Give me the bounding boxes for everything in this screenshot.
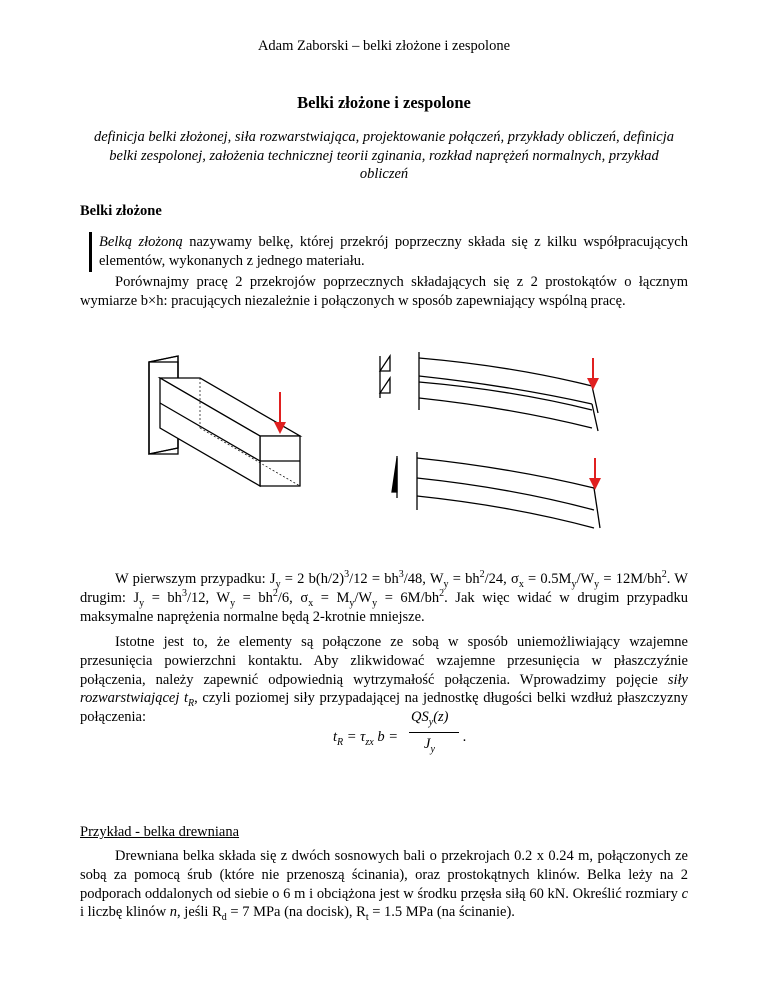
beam-figure xyxy=(112,328,646,548)
definition-text: nazywamy belkę, której przekrój poprzeczny składa się z kilku współpracujących elementów, wykonanych z jednego materiału. xyxy=(99,234,688,269)
comparison-paragraph: Porównajmy pracę 2 przekrojów poprzecznych składających się z 2 prostokątów o łącznym wymiarze b×h: pracujących niezależnie i połączonych w sposób zapewniający wspólną pracę. xyxy=(80,274,688,309)
example-title: Przykład - belka drewniana xyxy=(80,824,240,840)
term-belka-zlozona: Belką złożoną xyxy=(99,234,183,250)
definition-paragraph xyxy=(99,233,688,271)
joined-beam-drawing xyxy=(392,452,600,528)
independent-beams-drawing xyxy=(380,352,598,431)
load-arrow-bottom xyxy=(589,458,601,490)
box-beam-drawing xyxy=(149,356,300,486)
margin-bar xyxy=(89,232,92,272)
section-title: Belki złożone xyxy=(80,203,162,219)
subtitle: definicja belki złożonej, siła rozwarstwiająca, projektowanie połączeń, przykłady obliczeń, definicja belki zespolonej, założenia technicznej teorii zginania, rozkład naprężeń normalnych, przykład obliczeń xyxy=(93,129,675,182)
shear-force-paragraph: Istotne jest to, że elementy są połączone ze sobą w sposób uniemożliwiający wzajemne przesunięcia powierzchni kontaktu. Aby zlikwidować wzajemne przesunięcia w płaszczyźnie połączenia, należy zapewnić odpowiednią wytrzymałość połączenia. Wprowadzimy pojęcie siły rozwarstwiającej $t_R$, czyli poziomej siły przypadającej na jednostkę długości belki wzdłuż płaszczyzny połączenia: xyxy=(80,634,688,726)
page-title: Belki złożone i zespolone xyxy=(297,93,471,112)
term-sila-rozwarstwiajaca: siły rozwarstwiającej t xyxy=(80,671,688,707)
example-paragraph: Drewniana belka składa się z dwóch sosnowych bali o przekrojach 0.2 x 0.24 m, połączonych ze sobą za pomocą śrub (które nie przenoszą ścinania), oraz prostokątnych klinów. Belka leży na 2 podporach oddalonych od siebie o 6 m i obciążona jest w środku przęsła siłą 60 kN. Określić rozmiary c i liczbę klinów n, jeśli $R_d = 7$ MPa (na docisk), $R_t = 1.5$ MPa (na ścinanie). xyxy=(80,848,688,924)
page-header: Adam Zaborski – belki złożone i zespolone xyxy=(257,38,511,54)
calculation-paragraph: W pierwszym przypadku: $J_y = 2$ $b(h/2)^3/12 = bh^3/48$, $W_y = bh^2/24$, $\sigma_x = 0.5M_y/W_y = 12M/bh^2$. W drugim: $J_y = bh^3/12$, $W_y = bh^2/6$, $\sigma_x = M_y/W_y = 6M/bh^2$. Jak więc widać w drugim przypadku maksymalne naprężenia normalne będą 2-krotnie mniejsze. xyxy=(80,569,688,625)
